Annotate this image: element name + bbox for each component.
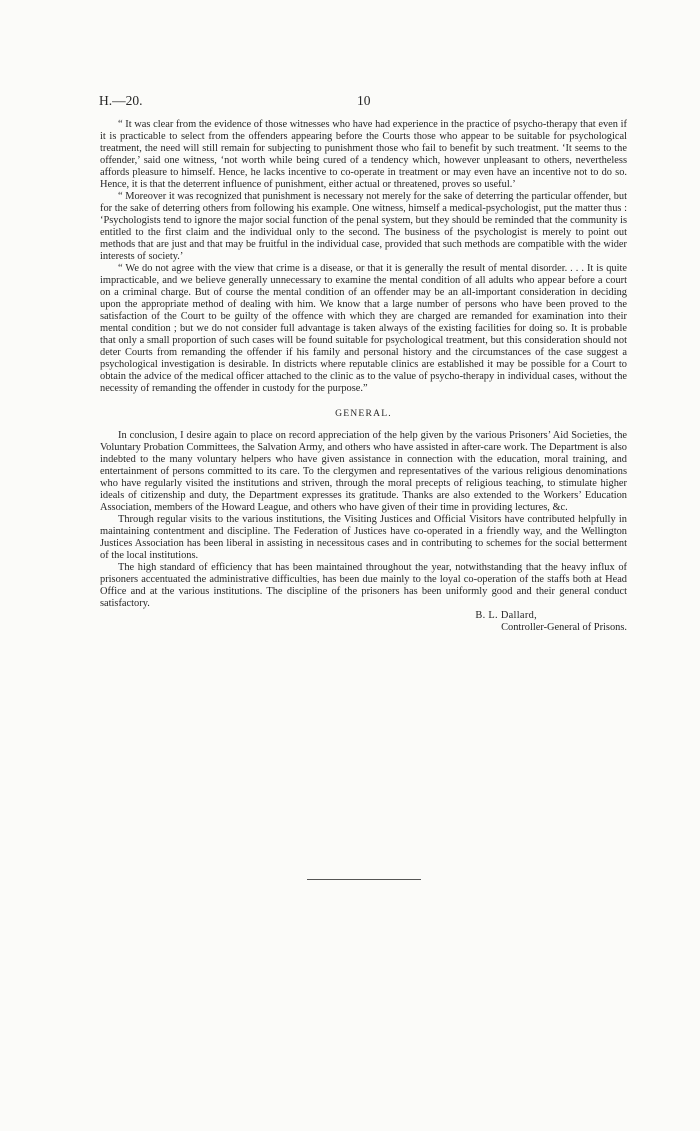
quote-paragraph-2: “ Moreover it was recognized that punishment is necessary not merely for the sake of deterring the particular offender, but for the sake of deterring others from following his example. One witness, himself a medical-psychologist, put the matter thus : ‘Psychologists tend to ignore the major social function of the penal system, but they should be reminded that the community is entitled to the first claim and the individual only to the second. The business of the psychologist is merely to point out methods that are just and that may be fruitful in the individual case, provided that such methods are compatible with the wider interests of society.’ (100, 191, 627, 262)
section-heading-general: GENERAL. (335, 408, 392, 419)
body-text (100, 119, 627, 634)
signature-block (100, 610, 627, 634)
quote-paragraph-1: “ It was clear from the evidence of those witnesses who have had experience in the practice of psycho-therapy that even if it is practicable to select from the offenders appearing before the Courts those who appear to be suitable for psychological treatment, the need will still remain for subjecting to punishment those who fail to benefit by such treatment. ‘It seems to the offender,’ said one witness, ‘not worth while being cured of a tendency which, however unpleasant to others, nevertheless affords pleasure to himself. Hence, he lacks incentive to co-operate in treatment or may even have an incentive not to do so. Hence, it is that the deterrent influence of punishment, either actual or threatened, proves so useful.’ (100, 119, 627, 190)
general-paragraph-2: Through regular visits to the various institutions, the Visiting Justices and Official Visitors have contributed helpfully in maintaining contentment and discipline. The Federation of Justices have co-operated in a friendly way, and the Wellington Justices Association has been liberal in assisting in necessitous cases and in contributing to schemes for the social betterment of the local institutions. (100, 514, 627, 561)
general-paragraph-3: The high standard of efficiency that has been maintained throughout the year, notwithstanding that the heavy influx of prisoners accentuated the administrative difficulties, has been due mainly to the loyal co-operation of the staffs both at Head Office and at the various institutions. The discipline of the prisoners has been uniformly good and their general conduct satisfactory. (100, 562, 627, 609)
quote-paragraph-3: “ We do not agree with the view that crime is a disease, or that it is generally the result of mental disorder. . . . It is quite impracticable, and we believe generally unnecessary to examine the mental condition of all adults who appear before a court on a criminal charge. But of course the mental condition of an offender may be an all-important consideration in deciding upon the appropriate method of dealing with him. We know that a large number of persons who have been proved to the satisfaction of the Court to be guilty of the offence with which they are charged are remanded for examination into their mental condition ; but we do not consider full advantage is taken always of the existing facilities for doing so. It is probable that only a small proportion of such cases will be found suitable for psychological treatment, but this consideration should not deter Courts from remanding the offender if his family and personal history and the circumstances of the case suggest a psychological investigation is desirable. In districts where reputable clinics are established it may be possible for a Court to obtain the advice of the medical officer attached to the clinic as to the value of psycho-therapy in individual cases, without the necessity of remanding the offender in custody for the purpose.” (100, 263, 627, 394)
report-code: H.—20. (99, 93, 143, 108)
general-paragraph-1: In conclusion, I desire again to place on record appreciation of the help given by the various Prisoners’ Aid Societies, the Voluntary Probation Committees, the Salvation Army, and others who have assisted in after-care work. The Department is also indebted to the many voluntary helpers who have given assistance in connection with the education, moral training, and entertainment of persons committed to its care. To the clergymen and representatives of the various religious denominations who have regularly visited the institutions and striven, through the moral precepts of religious teaching, to stimulate higher ideals of citizenship and duty, the Department expresses its gratitude. Thanks are also extended to the Workers’ Education Association, members of the Howard League, and others who have given of their time in providing lectures, &c. (100, 430, 627, 513)
page-number: 10 (357, 93, 371, 108)
signatory-name: B. L. Dallard, (475, 610, 537, 621)
signatory-title: Controller-General of Prisons. (501, 622, 627, 633)
page-header (99, 93, 629, 113)
end-rule (307, 879, 421, 880)
